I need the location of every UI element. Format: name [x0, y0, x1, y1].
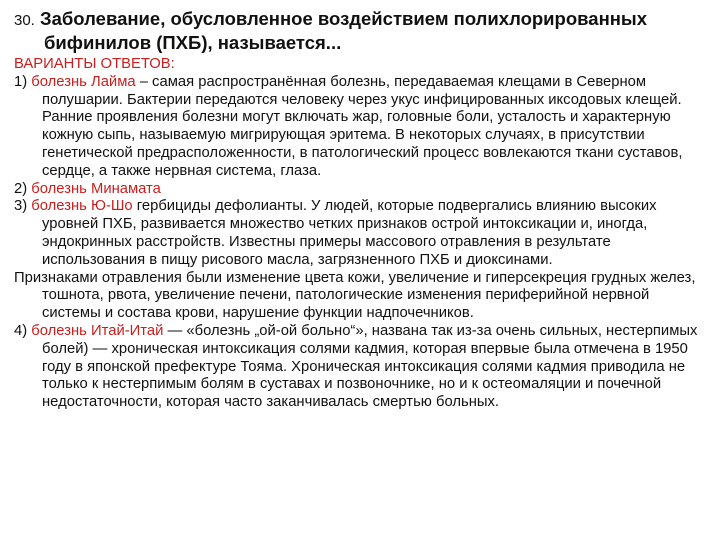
poisoning-signs-paragraph	[14, 270, 704, 323]
option-3	[14, 198, 704, 269]
option-1	[14, 74, 704, 181]
option-4	[14, 323, 704, 412]
option-4-number: 4)	[14, 322, 28, 339]
option-4-name: болезнь Итай-Итай	[31, 322, 164, 339]
poisoning-signs-text: Признаками отравления были изменение цвета кожи, увеличение и гиперсекреция грудных желез, тошнота, рвота, увеличение печени, патологические изменения периферийной нервной системы и состава крови, нарушение функции надпочечников.	[14, 269, 696, 322]
question-number: 30.	[14, 12, 35, 29]
question-text: Заболевание, обусловленное воздействием полихлорированных бифинилов (ПХБ), называется...	[40, 8, 648, 53]
option-2-number: 2)	[14, 180, 28, 197]
answers-label: ВАРИАНТЫ ОТВЕТОВ:	[14, 56, 175, 72]
question-heading	[14, 8, 704, 54]
option-3-number: 3)	[14, 198, 28, 215]
option-3-name: болезнь Ю-Шо	[31, 198, 133, 215]
option-4-description: — «болезнь „ой-ой больно“», названа так из-за очень сильных, нестерпимых болей) — хроническая интоксикация солями кадмия, которая впервые была отмечена в 1950 году в японской префектуре Тояма. Хроническая интоксикация солями кадмия приводила не только к нестерпимым болям в суставах и позвоночнике, но и к остеомаляции и почечной недостаточности, которая часто заканчивалась смертью больных.	[42, 322, 698, 411]
option-2	[14, 181, 704, 199]
answers-block	[14, 56, 704, 412]
option-1-name: болезнь Лайма	[31, 73, 136, 90]
option-1-number: 1)	[14, 73, 28, 90]
option-2-name: болезнь Минамата	[31, 180, 161, 197]
option-1-description: – самая распространённая болезнь, передаваемая клещами в Северном полушарии. Бактерии передаются человеку через укус инфицированных иксодовых клещей. Ранние проявления болезни могут включать жар, головные боли, усталость и характерную кожную сыпь, называемую мигрирующая эритема. В некоторых случаях, в присутствии генетической предрасположенности, в патологический процесс вовлекаются ткани суставов, сердце, а также нервная система, глаза.	[42, 73, 683, 179]
option-3-description: гербициды дефолианты. У людей, которые подвергались влиянию высоких уровней ПХБ, развивается множество четких признаков острой интоксикации и, иногда, эндокринных расстройств. Известны примеры массового отравления в результате использования в пищу рисового масла, загрязненного ПХБ и диоксинами.	[42, 198, 657, 268]
